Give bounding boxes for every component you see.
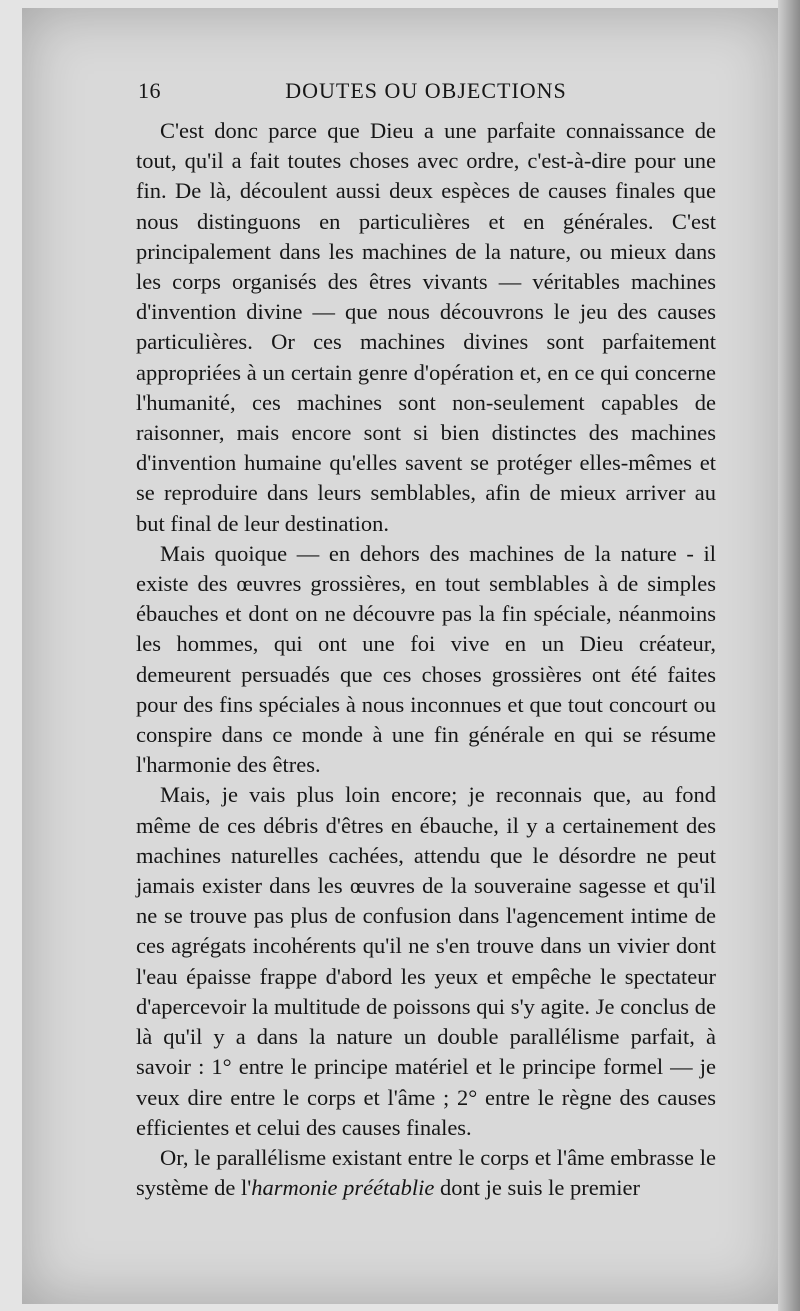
paragraph-4 [136,1143,716,1203]
page-body [136,116,716,1203]
paragraph-4-end: dont je suis le premier [434,1175,640,1201]
paragraph-2: Mais quoique — en dehors des machines de la nature - il existe des œuvres grossières, en tout semblables à de simples ébauches et dont on ne découvre pas la fin spéciale, néanmoins les hommes, qui ont une foi vive en un Dieu créateur, demeurent persuadés que ces choses grossières ont été faites pour des fins spéciales à nous inconnues et que tout concourt ou conspire dans ce monde à une fin générale en qui se résume l'harmonie des êtres. [136,540,716,778]
page-edge [778,0,800,1311]
running-title: DOUTES OU OBJECTIONS [285,78,567,103]
page-number: 16 [138,78,161,103]
paragraph-4-italic: harmonie préétablie [251,1175,435,1201]
paragraph-4-start: Or, le parallélisme existant entre le corps et l'âme embrasse le système de l' [136,1144,716,1201]
paragraph-3: Mais, je vais plus loin encore; je reconnais que, au fond même de ces débris d'êtres en ébauche, il y a certainement des machines naturelles cachées, attendu que le désordre ne peut jamais exister dans les œuvres de la souveraine sagesse et qu'il ne se trouve pas plus de confusion dans l'agencement intime de ces agrégats incohérents qu'il ne s'en trouve dans un vivier dont l'eau épaisse frappe d'abord les yeux et empêche le spectateur d'apercevoir la multitude de poissons qui s'y agite. Je conclus de là qu'il y a dans la nature un double parallélisme parfait, à savoir : 1° entre le principe matériel et le principe formel — je veux dire entre le corps et l'âme ; 2° entre le règne des causes efficientes et celui des causes finales. [136,782,716,1140]
running-header [138,78,714,108]
paragraph-1: C'est donc parce que Dieu a une parfaite connaissance de tout, qu'il a fait toutes choses avec ordre, c'est-à-dire pour une fin. De là, découlent aussi deux espèces de causes finales que nous distinguons en particulières et en générales. C'est principalement dans les machines de la nature, ou mieux dans les corps organisés des êtres vivants — véritables machines d'invention divine — que nous découvrons le jeu des causes particulières. Or ces machines divines sont parfaitement appropriées à un certain genre d'opération et, en ce qui concerne l'humanité, ces machines sont non-seulement capables de raisonner, mais encore sont si bien distinctes des machines d'invention humaine qu'elles savent se protéger elles-mêmes et se reproduire dans leurs semblables, afin de mieux arriver au but final de leur destination. [136,118,716,536]
